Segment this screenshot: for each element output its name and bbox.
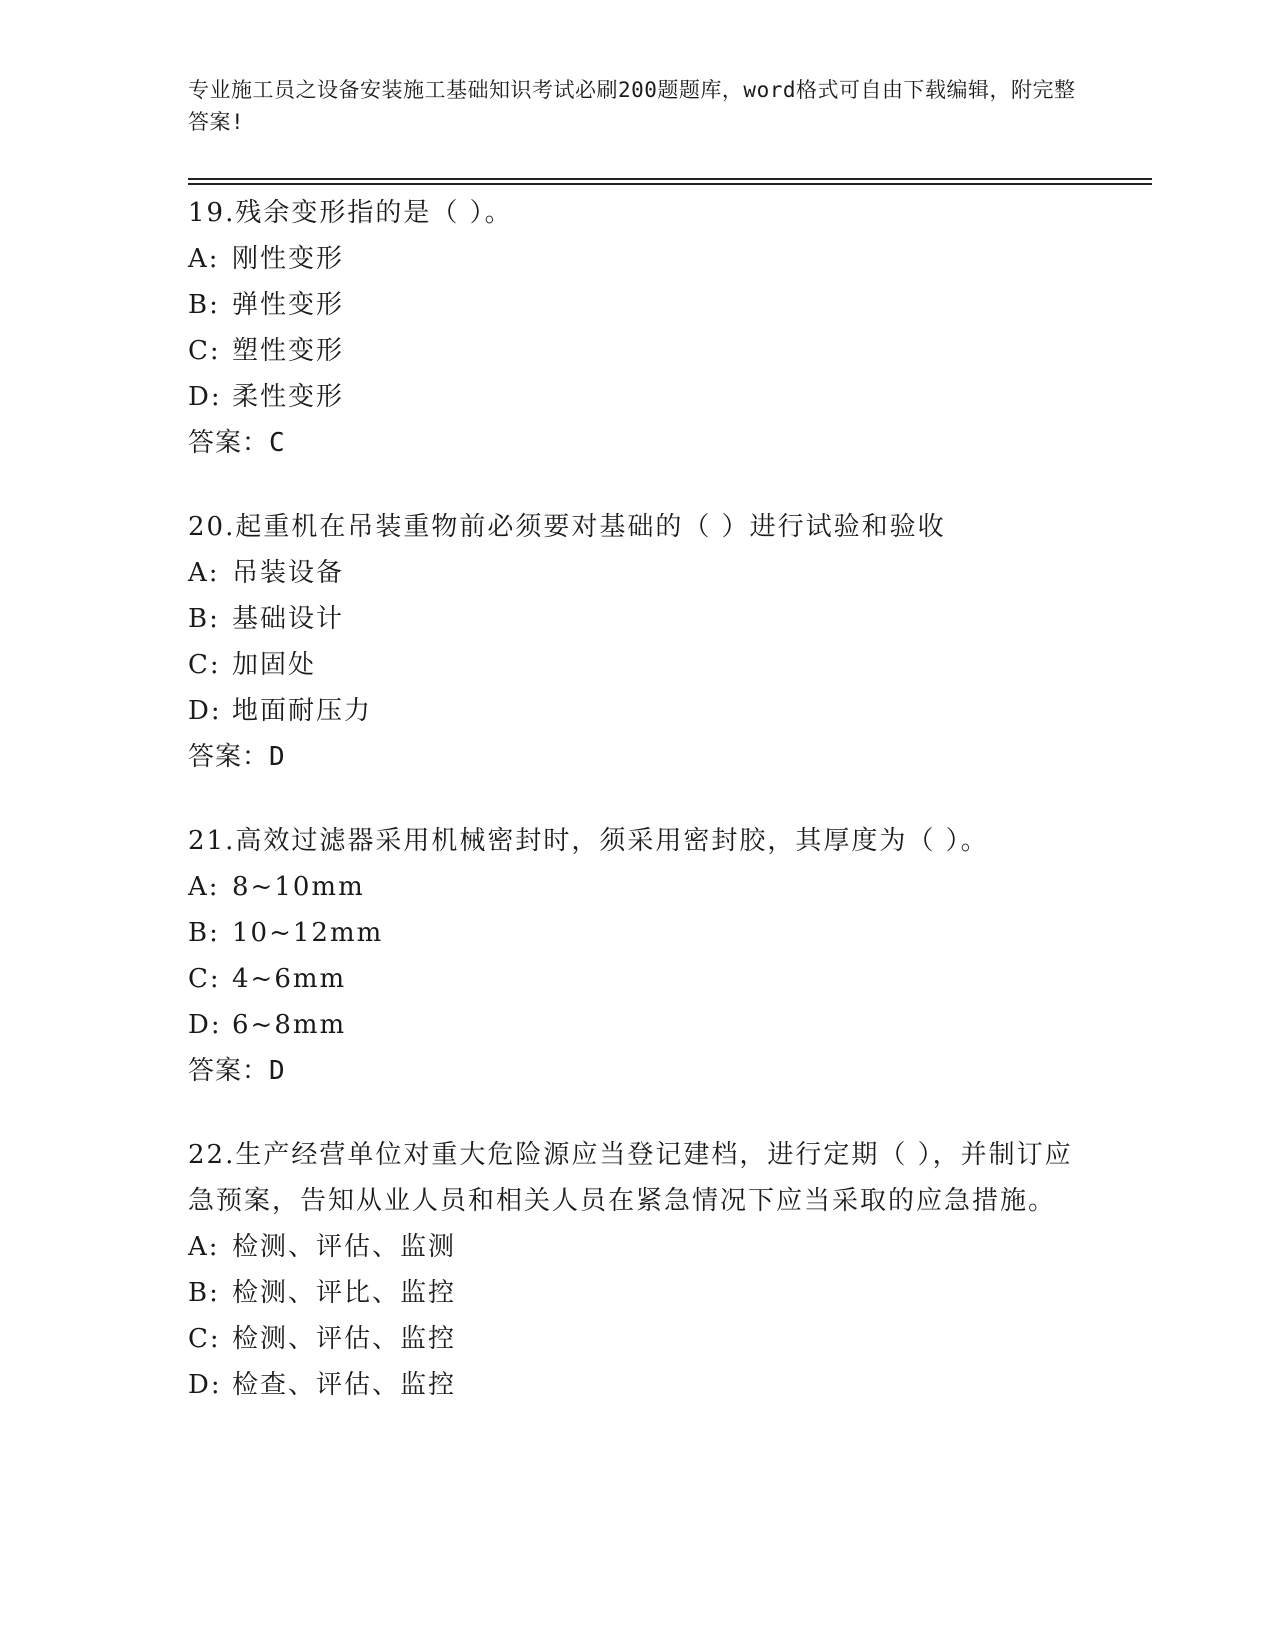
option-letter: D: [188,696,222,726]
option-letter: D: [188,1010,222,1040]
question-stem: 20.起重机在吊装重物前必须要对基础的（ ）进行试验和验收 [188,512,946,542]
option-letter: B: [188,1278,220,1308]
option-letter: B: [188,290,220,320]
question-stem: 21.高效过滤器采用机械密封时，须采用密封胶，其厚度为（ ）。 [188,826,989,856]
option-text: 6~8mm [232,1010,347,1040]
option-letter: B: [188,604,220,634]
question-stem: 19.残余变形指的是（ ）。 [188,198,513,228]
option-a [188,236,1088,282]
option-a [188,550,1088,596]
option-c [188,642,1088,688]
option-letter: A: [188,558,220,588]
question-19 [188,190,1088,466]
header-divider-top [188,178,1152,180]
option-text: 检测、评估、监测 [232,1232,457,1262]
option-text: 4~6mm [232,964,347,994]
answer-line: 答案：D [188,742,286,772]
question-20 [188,504,1088,780]
question-22 [188,1132,1088,1408]
option-letter: C: [188,964,221,994]
option-text: 地面耐压力 [232,696,373,726]
option-letter: C: [188,1324,221,1354]
option-a [188,864,1088,910]
option-letter: A: [188,1232,220,1262]
option-c [188,956,1088,1002]
option-text: 刚性变形 [232,244,345,274]
option-text: 柔性变形 [232,382,345,412]
option-a [188,1224,1088,1270]
option-b [188,282,1088,328]
option-letter: A: [188,244,220,274]
option-text: 检查、评估、监控 [232,1370,457,1400]
option-b [188,1270,1088,1316]
option-letter: D: [188,1370,222,1400]
option-c [188,328,1088,374]
answer-line: 答案：D [188,1056,286,1086]
page-header [188,74,1088,138]
option-letter: B: [188,918,220,948]
option-text: 加固处 [232,650,317,680]
option-letter: A: [188,872,220,902]
option-c [188,1316,1088,1362]
header-divider-bottom [188,183,1152,185]
question-21 [188,818,1088,1094]
option-d [188,1362,1088,1408]
option-text: 检测、评估、监控 [232,1324,457,1354]
question-stem: 22.生产经营单位对重大危险源应当登记建档，进行定期（ ），并制订应急预案，告知从业人员和相关人员在紧急情况下应当采取的应急措施。 [188,1140,1073,1216]
option-d [188,688,1088,734]
option-text: 吊装设备 [232,558,345,588]
option-letter: D: [188,382,222,412]
option-b [188,910,1088,956]
option-text: 基础设计 [232,604,345,634]
option-d [188,374,1088,420]
option-text: 塑性变形 [232,336,345,366]
option-text: 8~10mm [232,872,365,902]
option-letter: C: [188,336,221,366]
answer-line: 答案：C [188,428,286,458]
option-d [188,1002,1088,1048]
option-text: 检测、评比、监控 [232,1278,457,1308]
option-text: 弹性变形 [232,290,345,320]
option-text: 10~12mm [232,918,384,948]
option-letter: C: [188,650,221,680]
header-text: 专业施工员之设备安装施工基础知识考试必刷200题题库，word格式可自由下载编辑，附完整答案! [188,78,1076,134]
option-b [188,596,1088,642]
question-list [188,190,1088,1446]
